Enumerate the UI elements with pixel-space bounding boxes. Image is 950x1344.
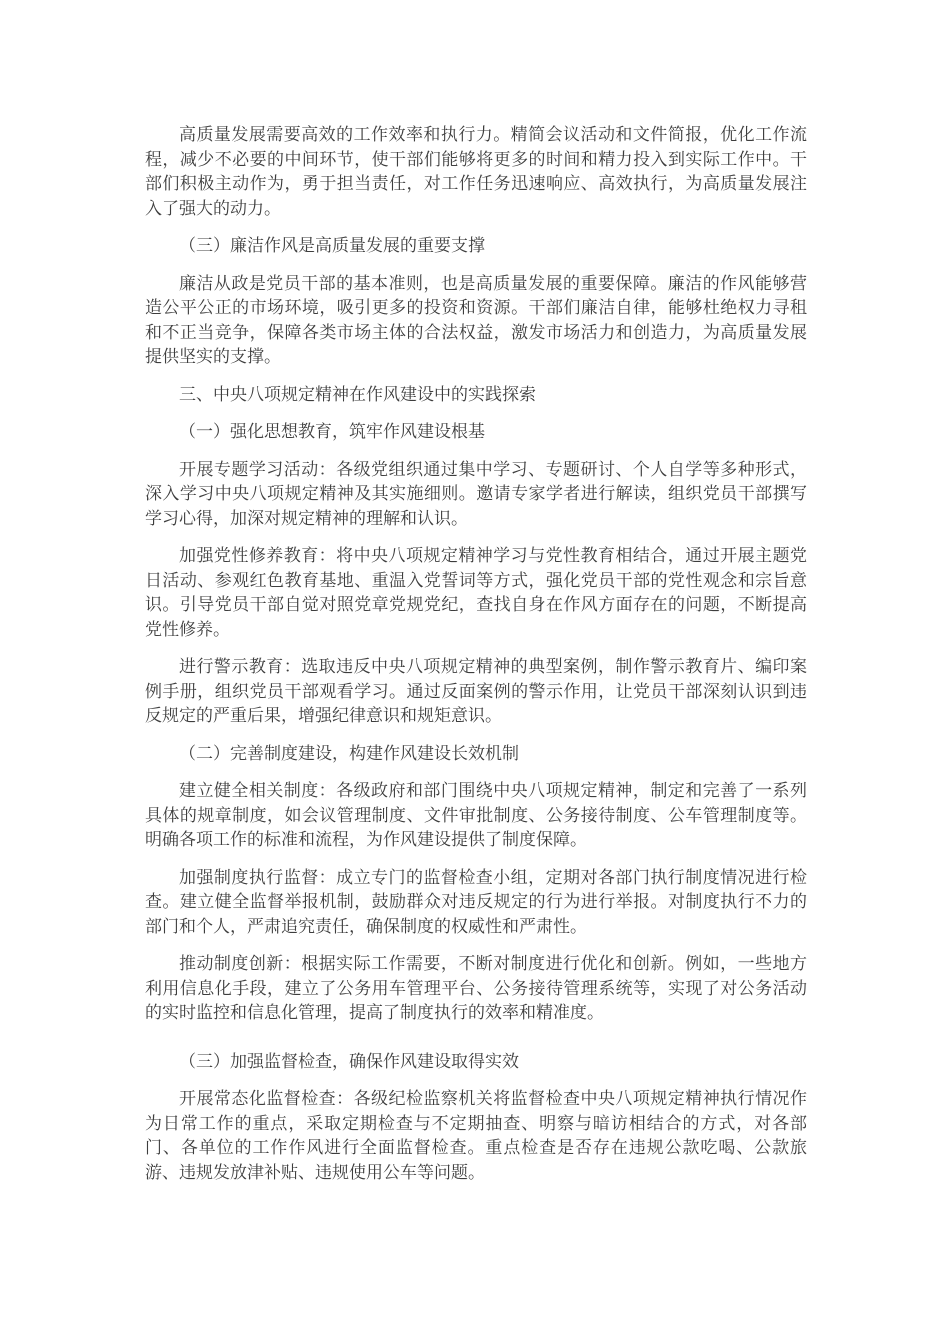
heading-section-three: 三、中央八项规定精神在作风建设中的实践探索 <box>179 384 536 404</box>
paragraph-special-study: 开展专题学习活动：各级党组织通过集中学习、专题研讨、个人自学等多种形式，深入学习中央八项规定精神及其实施细则。邀请专家学者进行解读，组织党员干部撰写学习心得，加深对规定精神的理解和认识。 <box>145 459 807 528</box>
paragraph-clean-governance: 廉洁从政是党员干部的基本准则，也是高质量发展的重要保障。廉洁的作风能够营造公平公正的市场环境，吸引更多的投资和资源。干部们廉洁自律，能够杜绝权力寻租和不正当竞争，保障各类市场主体的合法权益，激发市场活力和创造力，为高质量发展提供坚实的支撑。 <box>145 273 807 366</box>
heading-clean-workstyle: （三）廉洁作风是高质量发展的重要支撑 <box>179 236 485 255</box>
paragraph-enforcement-oversight: 加强制度执行监督：成立专门的监督检查小组，定期对各部门执行制度情况进行检查。建立健全监督举报机制，鼓励群众对违反规定的行为进行举报。对制度执行不力的部门和个人，严肃追究责任，确保制度的权威性和严肃性。 <box>145 867 807 936</box>
paragraph-party-spirit: 加强党性修养教育：将中央八项规定精神学习与党性教育相结合，通过开展主题党日活动、参观红色教育基地、重温入党誓词等方式，强化党员干部的党性观念和宗旨意识。引导党员干部自觉对照党章党规党纪，查找自身在作风方面存在的问题，不断提高党性修养。 <box>145 546 807 639</box>
heading-ideological-education: （一）强化思想教育，筑牢作风建设根基 <box>179 422 485 441</box>
paragraph-establish-systems: 建立健全相关制度：各级政府和部门围绕中央八项规定精神，制定和完善了一系列具体的规章制度，如会议管理制度、文件审批制度、公务接待制度、公车管理制度等。明确各项工作的标准和流程，为作风建设提供了制度保障。 <box>145 781 807 849</box>
paragraph-system-innovation: 推动制度创新：根据实际工作需要，不断对制度进行优化和创新。例如，一些地方利用信息化手段，建立了公务用车管理平台、公务接待管理系统等，实现了对公务活动的实时监控和信息化管理，提高了制度执行的效率和精准度。 <box>145 954 807 1022</box>
heading-system-building: （二）完善制度建设，构建作风建设长效机制 <box>179 743 519 763</box>
heading-supervision-inspection: （三）加强监督检查，确保作风建设取得实效 <box>179 1051 519 1071</box>
paragraph-routine-inspection: 开展常态化监督检查：各级纪检监察机关将监督检查中央八项规定精神执行情况作为日常工作的重点，采取定期检查与不定期抽查、明察与暗访相结合的方式，对各部门、各单位的工作作风进行全面监督检查。重点检查是否存在违规公款吃喝、公款旅游、违规发放津补贴、违规使用公车等问题。 <box>145 1089 807 1182</box>
paragraph-warning-education: 进行警示教育：选取违反中央八项规定精神的典型案例，制作警示教育片、编印案例手册，组织党员干部观看学习。通过反面案例的警示作用，让党员干部深刻认识到违反规定的严重后果，增强纪律意识和规矩意识。 <box>145 657 807 725</box>
paragraph-efficiency: 高质量发展需要高效的工作效率和执行力。精简会议活动和文件简报，优化工作流程，减少不必要的中间环节，使干部们能够将更多的时间和精力投入到实际工作中。干部们积极主动作为，勇于担当责任，对工作任务迅速响应、高效执行，为高质量发展注入了强大的动力。 <box>145 125 807 218</box>
